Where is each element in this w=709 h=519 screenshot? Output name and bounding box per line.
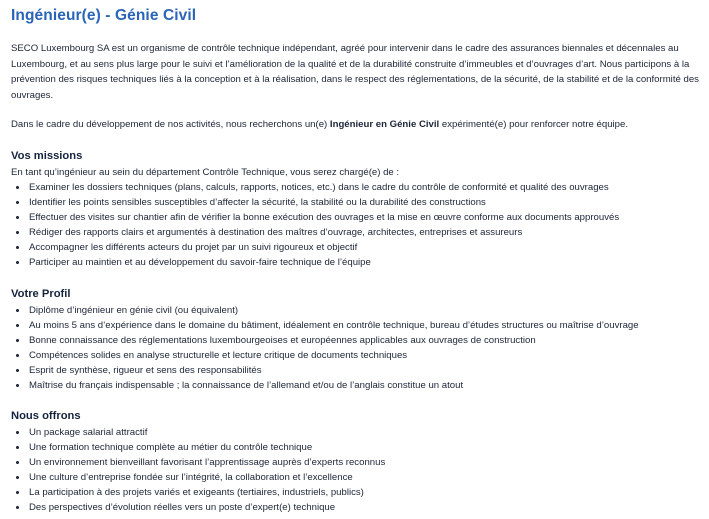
list-item (11, 225, 619, 240)
list-item-text: Maîtrise du français indispensable ; la connaissance de l’allemand et/ou de l’anglais constitue un atout (29, 380, 464, 391)
list-item (11, 470, 385, 485)
company-intro: SECO Luxembourg SA est un organisme de contrôle technique indépendant, agréé pour intervenir dans le cadre des assurances biennales et décennales au Luxembourg, et au sens plus large pour le suivi et l’amélioration de la qualité et de la durabilité construite d’immeubles et d’ouvrages d’art. Nous participons à la prévention des risques techniques liés à la conception et à la réalisation, dans le respect des réglementations, de la sécurité, de la stabilité et de la conformité des ouvrages. (11, 43, 699, 101)
bullet-icon (16, 506, 19, 509)
bullet-icon (16, 309, 19, 312)
list-item (11, 455, 385, 470)
list-item (11, 378, 639, 393)
list-item (11, 500, 385, 515)
offrons-list (11, 425, 385, 515)
list-item (11, 210, 619, 225)
list-item (11, 348, 639, 363)
list-item (11, 180, 619, 195)
list-item (11, 333, 639, 348)
offrons-heading: Nous offrons (11, 410, 81, 422)
bullet-icon (16, 339, 19, 342)
bullet-icon (16, 369, 19, 372)
list-item (11, 425, 385, 440)
recruitment-context (11, 117, 703, 133)
missions-lead: En tant qu’ingénieur au sein du département Contrôle Technique, vous serez chargé(e) de : (11, 167, 400, 178)
context-text-after: expérimenté(e) pour renforcer notre équipe. (439, 119, 628, 130)
list-item (11, 318, 639, 333)
list-item-text: Esprit de synthèse, rigueur et sens des responsabilités (29, 365, 262, 376)
list-item-text: Un package salarial attractif (29, 427, 148, 438)
bullet-icon (16, 446, 19, 449)
bullet-icon (16, 201, 19, 204)
list-item (11, 255, 619, 270)
bullet-icon (16, 186, 19, 189)
missions-list (11, 180, 619, 270)
list-item-text: Un environnement bienveillant favorisant l’apprentissage auprès d’experts reconnus (29, 457, 386, 468)
context-text-before: Dans le cadre du développement de nos activités, nous recherchons un(e) (11, 119, 330, 130)
list-item-text: Au moins 5 ans d’expérience dans le domaine du bâtiment, idéalement en contrôle technique, bureau d’études structures ou maîtrise d’ouvrage (29, 320, 639, 331)
bullet-icon (16, 431, 19, 434)
list-item-text: Examiner les dossiers techniques (plans, calculs, rapports, notices, etc.) dans le cadre du contrôle de conformité et qualité des ouvrages (29, 182, 609, 193)
bullet-icon (16, 324, 19, 327)
list-item-text: La participation à des projets variés et exigeants (tertiaires, industriels, publics) (29, 487, 364, 498)
list-item-text: Bonne connaissance des réglementations luxembourgeoises et européennes applicables aux ouvrages de construction (29, 335, 536, 346)
list-item-text: Participer au maintien et au développement du savoir-faire technique de l’équipe (29, 257, 371, 268)
bullet-icon (16, 461, 19, 464)
list-item-text: Accompagner les différents acteurs du projet par un suivi rigoureux et objectif (29, 242, 358, 253)
list-item-text: Diplôme d’ingénieur en génie civil (ou équivalent) (29, 305, 239, 316)
bullet-icon (16, 476, 19, 479)
list-item-text: Une formation technique complète au métier du contrôle technique (29, 442, 313, 453)
bullet-icon (16, 384, 19, 387)
bullet-icon (16, 246, 19, 249)
profil-heading: Votre Profil (11, 288, 71, 300)
list-item (11, 363, 639, 378)
job-title: Ingénieur(e) - Génie Civil (11, 7, 197, 24)
bullet-icon (16, 491, 19, 494)
list-item-text: Une culture d’entreprise fondée sur l’intégrité, la collaboration et l’excellence (29, 472, 353, 483)
profil-list (11, 303, 639, 393)
list-item-text: Compétences solides en analyse structurelle et lecture critique de documents techniques (29, 350, 408, 361)
bullet-icon (16, 261, 19, 264)
missions-heading: Vos missions (11, 150, 83, 162)
list-item-text: Rédiger des rapports clairs et argumentés à destination des maîtres d’ouvrage, architectes, entreprises et assureurs (29, 227, 523, 238)
context-highlight: Ingénieur en Génie Civil (329, 119, 440, 130)
bullet-icon (16, 231, 19, 234)
bullet-icon (16, 354, 19, 357)
list-item (11, 485, 385, 500)
bullet-icon (16, 216, 19, 219)
list-item-text: Identifier les points sensibles susceptibles d’affecter la sécurité, la stabilité ou la durabilité des constructions (29, 197, 486, 208)
list-item-text: Des perspectives d’évolution réelles vers un poste d’expert(e) technique (29, 502, 336, 513)
list-item (11, 303, 639, 318)
list-item (11, 240, 619, 255)
list-item (11, 440, 385, 455)
list-item-text: Effectuer des visites sur chantier afin de vérifier la bonne exécution des ouvrages et la mise en œuvre conforme aux documents approuvés (29, 212, 620, 223)
list-item (11, 195, 619, 210)
